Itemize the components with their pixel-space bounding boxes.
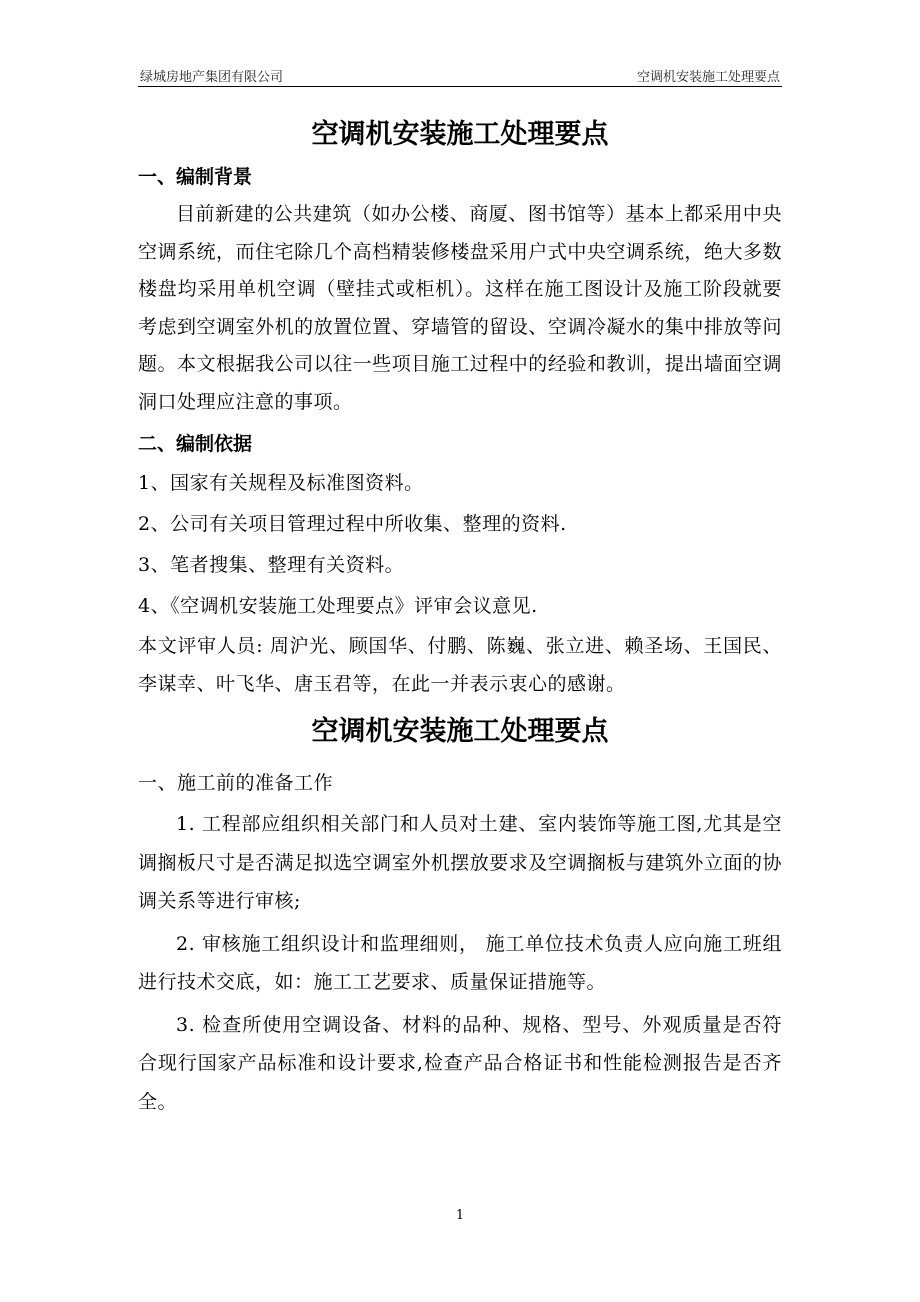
section-heading-basis: 二、编制依据 [138, 433, 253, 455]
preparation-item: 3. 检查所使用空调设备、材料的品种、规格、型号、外观质量是否符合现行国家产品标准和设计要求,检查产品合格证书和性能检测报告是否齐全。 [138, 1013, 782, 1113]
page-number: 1 [455, 1208, 465, 1223]
preparation-item: 2. 审核施工组织设计和监理细则， 施工单位技术负责人应向施工班组进行技术交底，如：施工工艺要求、质量保证措施等。 [138, 932, 782, 993]
header-doc-title: 空调机安装施工处理要点 [636, 70, 780, 85]
section-heading-background: 一、编制背景 [138, 166, 253, 188]
basis-item: 4、《空调机安装施工处理要点》评审会议意见. [138, 595, 538, 617]
background-paragraph: 目前新建的公共建筑（如办公楼、商厦、图书馆等）基本上都采用中央空调系统，而住宅除几个高档精装修楼盘采用户式中央空调系统，绝大多数楼盘均采用单机空调（壁挂式或柜机）。这样在施工图设计及施工阶段就要考虑到空调室外机的放置位置、穿墙管的留设、空调冷凝水的集中排放等问题。本文根据我公司以往一些项目施工过程中的经验和教训，提出墙面空调洞口处理应注意的事项。 [138, 203, 782, 413]
document-title: 空调机安装施工处理要点 [311, 119, 609, 150]
basis-item: 2、公司有关项目管理过程中所收集、整理的资料. [138, 513, 567, 535]
header-company: 绿城房地产集团有限公司 [140, 70, 284, 85]
part-heading-preparation: 一、施工前的准备工作 [138, 772, 334, 794]
preparation-item: 1. 工程部应组织相关部门和人员对土建、室内装饰等施工图,尤其是空调搁板尺寸是否满足拟选空调室外机摆放要求及空调搁板与建筑外立面的协调关系等进行审核; [138, 813, 782, 912]
section-title-repeat: 空调机安装施工处理要点 [311, 716, 609, 747]
basis-item: 1、国家有关规程及标准图资料。 [138, 472, 424, 494]
document-body [138, 112, 782, 1125]
basis-item: 3、笔者搜集、整理有关资料。 [138, 554, 405, 576]
page-header [138, 64, 782, 87]
reviewers-paragraph: 本文评审人员: 周沪光、顾国华、付鹏、陈巍、张立进、赖圣场、王国民、李谋幸、叶飞华、唐玉君等，在此一并表示衷心的感谢。 [138, 635, 782, 695]
